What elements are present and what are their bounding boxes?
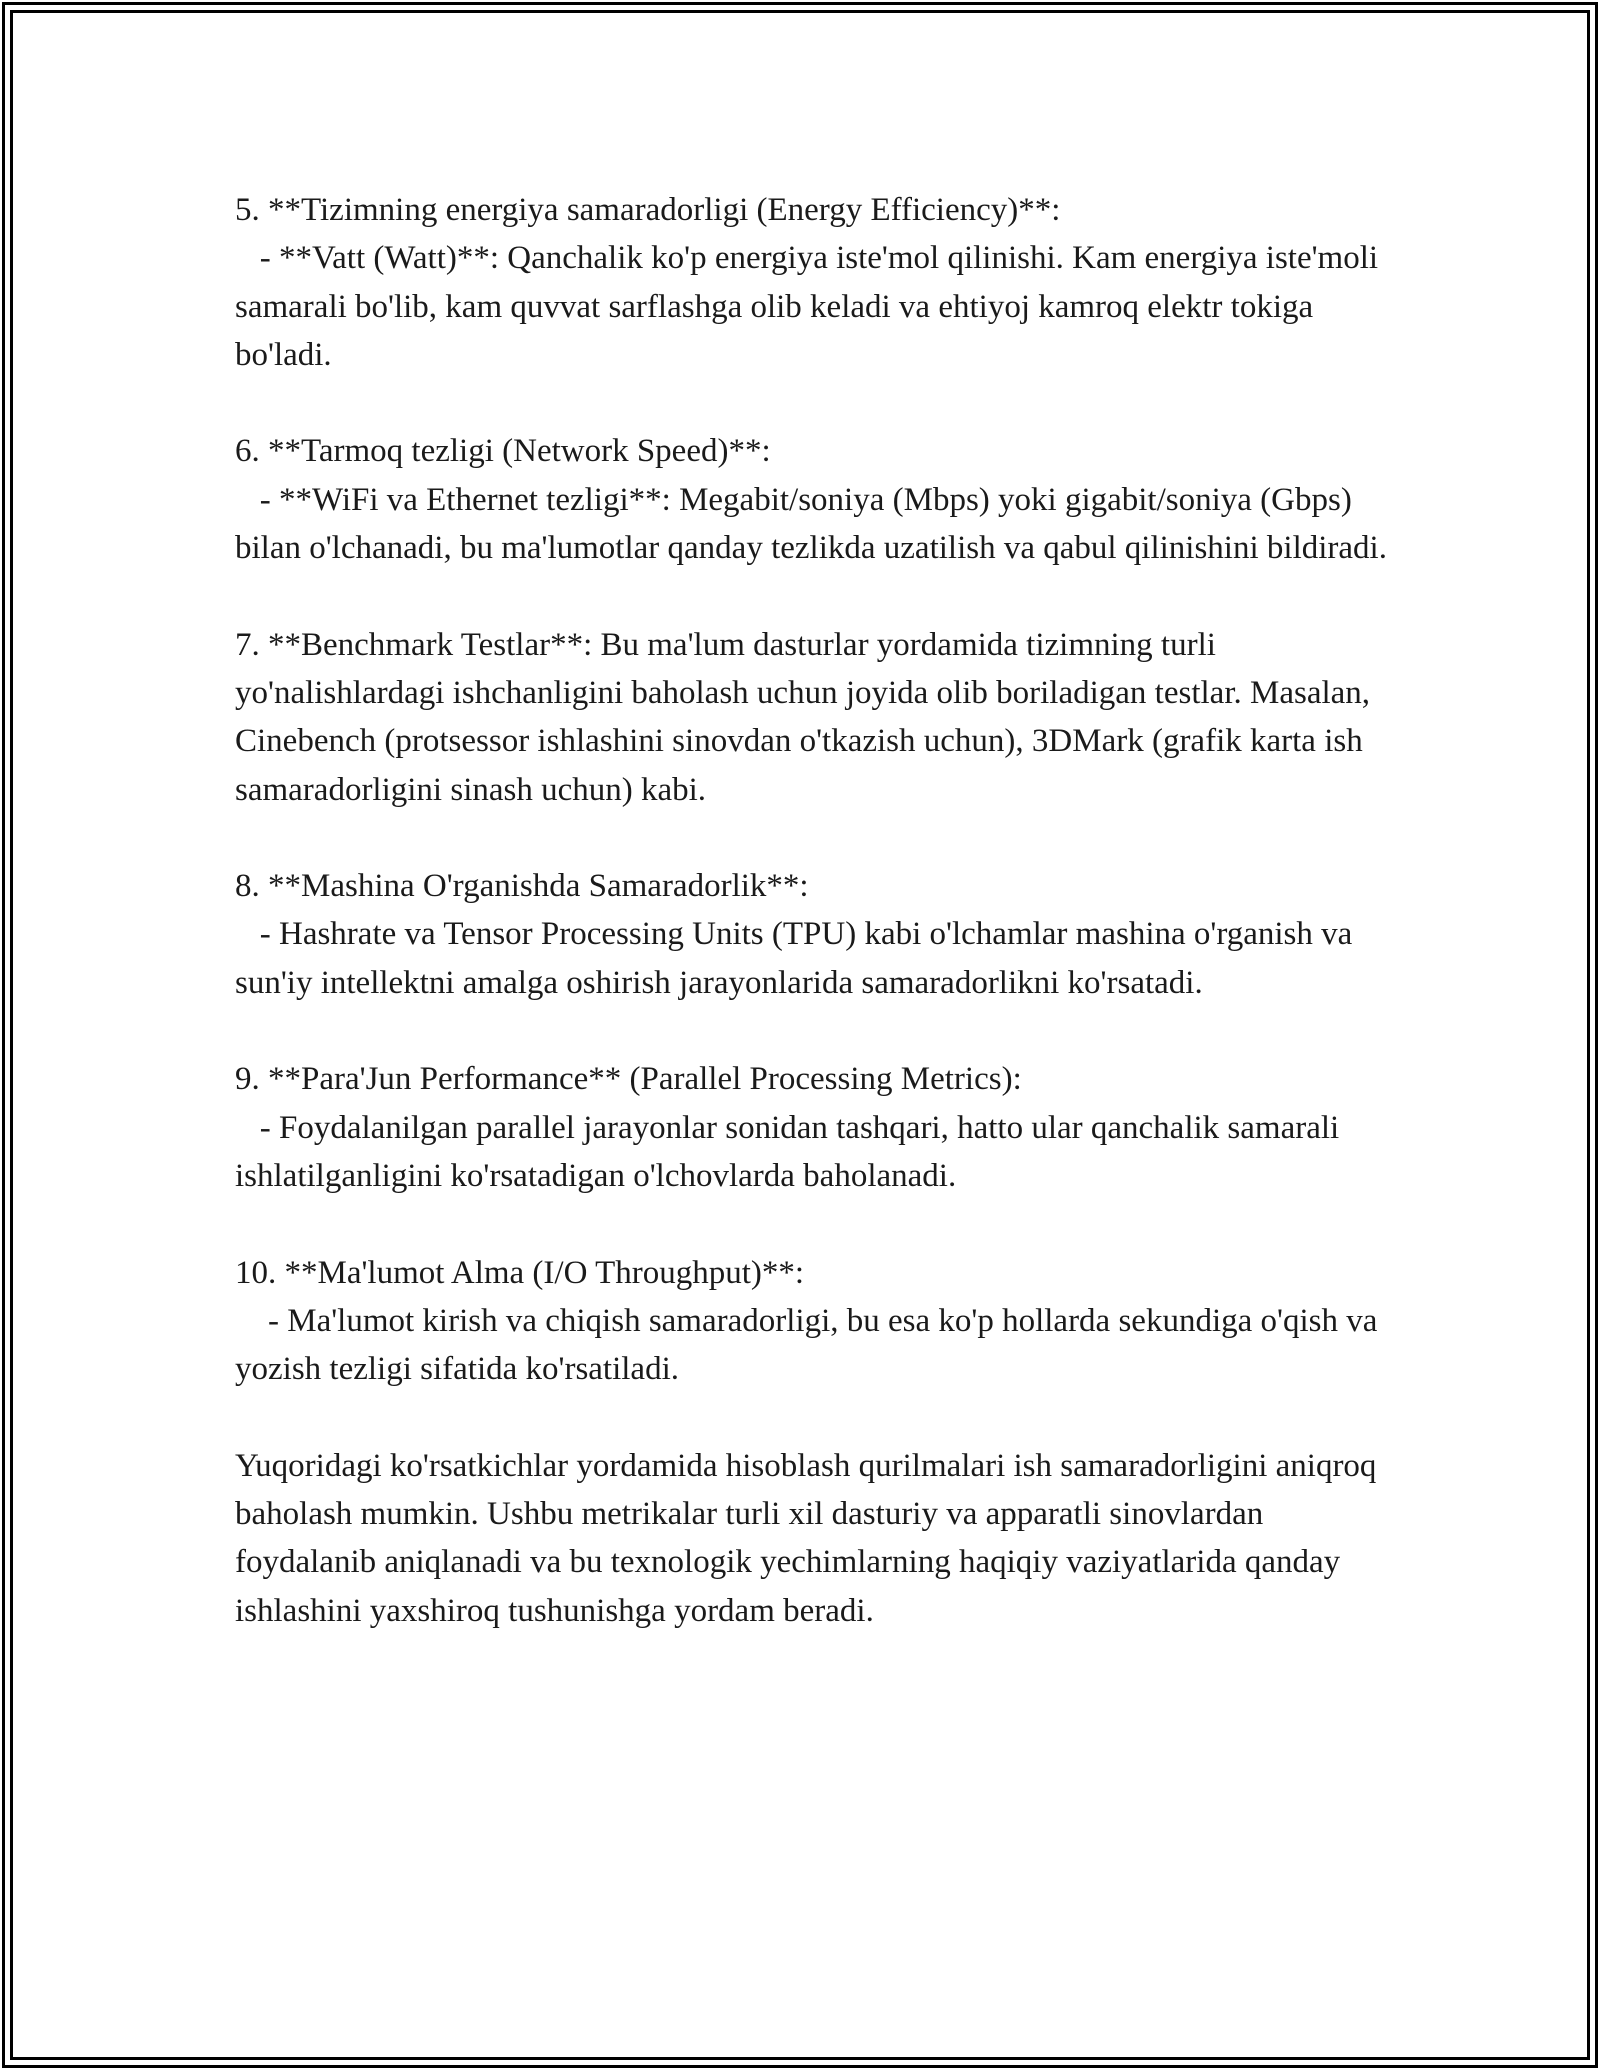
section-network-speed: [235, 427, 1400, 572]
section-body: - Ma'lumot kirish va chiqish samaradorligi, bu esa ko'p hollarda sekundiga o'qish va yozish tezligi sifatida ko'rsatiladi.: [235, 1302, 1386, 1388]
section-heading: 10. **Ma'lumot Alma (I/O Throughput)**:: [235, 1254, 805, 1291]
document-body: [235, 186, 1400, 1683]
section-heading: 5. **Tizimning energiya samaradorligi (Energy Efficiency)**:: [235, 192, 1061, 228]
section-machine-learning: [235, 862, 1400, 1007]
section-io-throughput: [235, 1249, 1400, 1394]
section-body: - **WiFi va Ethernet tezligi**: Megabit/soniya (Mbps) yoki gigabit/soniya (Gbps) bilan o'lchanadi, bu ma'lumotlar qanday tezlikda uzatilish va qabul qilinishini bildiradi.: [235, 481, 1387, 567]
section-energy-efficiency: [235, 186, 1400, 379]
section-heading: 7. **Benchmark Testlar**: Bu ma'lum dasturlar yordamida tizimning turli yo'nalishlardagi ishchanligini baholash uchun joyida olib boriladigan testlar. Masalan, Cinebench (protsessor ishlashini sinovdan o'tkazish uchun), 3DMark (grafik karta ish samaradorligini sinash uchun) kabi.: [235, 626, 1379, 808]
section-conclusion: [235, 1442, 1400, 1635]
section-body: - **Vatt (Watt)**: Qanchalik ko'p energiya iste'mol qilinishi. Kam energiya iste'moli samarali bo'lib, kam quvvat sarflashga olib keladi va ehtiyoj kamroq elektr tokiga bo'ladi.: [235, 240, 1387, 373]
section-heading: 9. **Para'Jun Performance** (Parallel Processing Metrics):: [235, 1061, 1022, 1098]
section-body: - Hashrate va Tensor Processing Units (TPU) kabi o'lchamlar mashina o'rganish va sun'iy intellektni amalga oshirish jarayonlarida samaradorlikni ko'rsatadi.: [235, 916, 1361, 1001]
section-heading: 8. **Mashina O'rganishda Samaradorlik**:: [235, 868, 809, 905]
conclusion-paragraph: Yuqoridagi ko'rsatkichlar yordamida hisoblash qurilmalari ish samaradorligini aniqroq baholash mumkin. Ushbu metrikalar turli xil dasturiy va apparatli sinovlardan foydalanib aniqlanadi va bu texnologik yechimlarning haqiqiy vaziyatlarida qanday ishlashini yaxshiroq tushunishga yordam beradi.: [235, 1447, 1385, 1629]
section-heading: 6. **Tarmoq tezligi (Network Speed)**:: [235, 433, 771, 470]
section-body: - Foydalanilgan parallel jarayonlar sonidan tashqari, hatto ular qanchalik samarali ishlatilganligini ko'rsatadigan o'lchovlarda baholanadi.: [235, 1109, 1348, 1194]
section-parallel-performance: [235, 1055, 1400, 1200]
section-benchmark-tests: [235, 621, 1400, 814]
